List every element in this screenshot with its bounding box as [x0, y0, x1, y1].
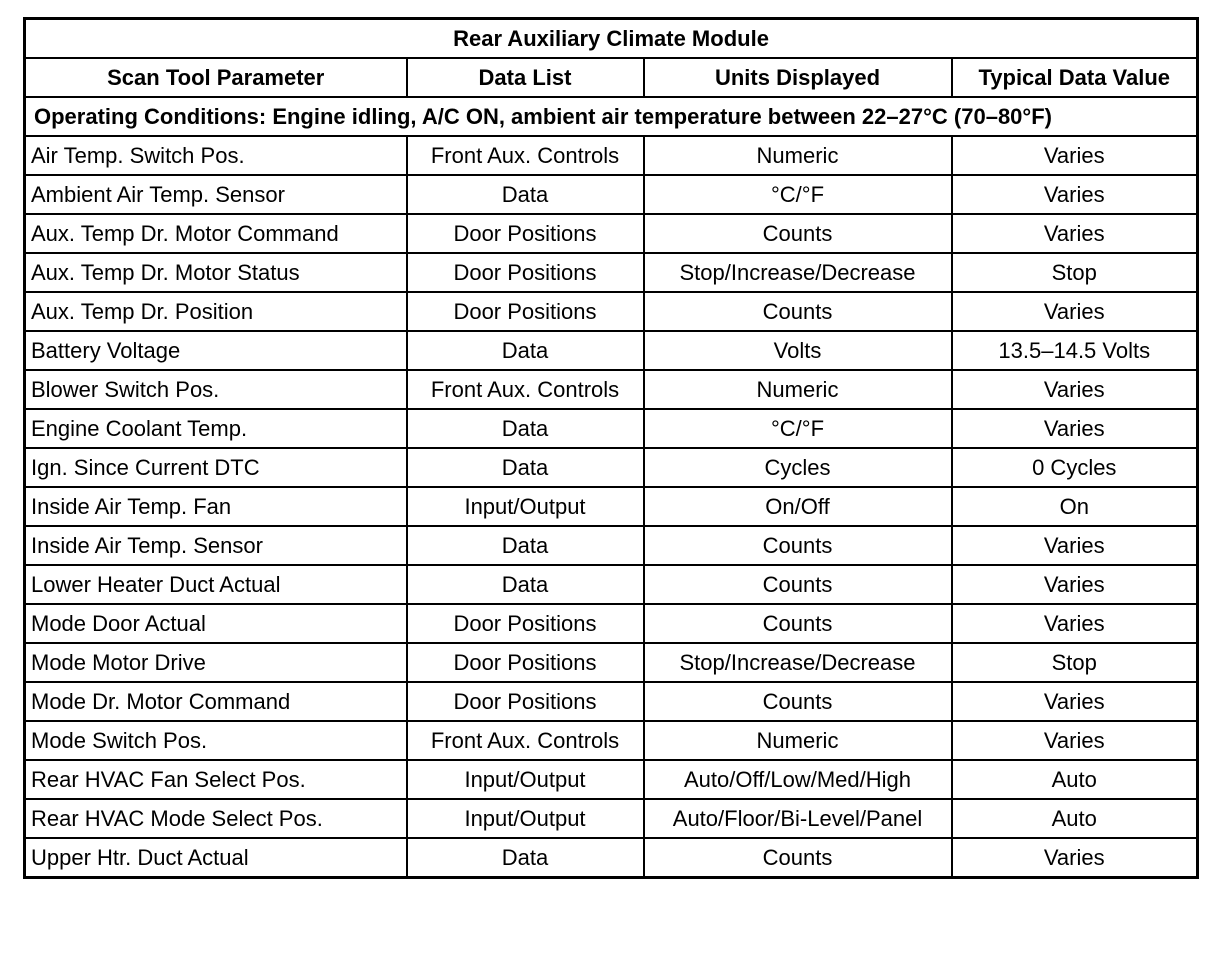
table-row — [25, 214, 1198, 253]
typical-value-cell: Varies — [952, 721, 1198, 760]
table-row — [25, 253, 1198, 292]
parameter-cell: Mode Motor Drive — [25, 643, 407, 682]
typical-value-cell: Auto — [952, 799, 1198, 838]
parameter-cell: Rear HVAC Mode Select Pos. — [25, 799, 407, 838]
typical-value-cell: 0 Cycles — [952, 448, 1198, 487]
parameter-cell: Upper Htr. Duct Actual — [25, 838, 407, 878]
parameter-cell: Engine Coolant Temp. — [25, 409, 407, 448]
data-list-cell: Data — [407, 838, 644, 878]
data-list-cell: Door Positions — [407, 214, 644, 253]
table-row — [25, 604, 1198, 643]
table-row — [25, 565, 1198, 604]
units-cell: Stop/Increase/Decrease — [644, 253, 952, 292]
typical-value-cell: Varies — [952, 838, 1198, 878]
data-list-cell: Door Positions — [407, 292, 644, 331]
table-row — [25, 292, 1198, 331]
data-list-cell: Input/Output — [407, 487, 644, 526]
typical-value-cell: Varies — [952, 175, 1198, 214]
data-list-cell: Data — [407, 526, 644, 565]
table-row — [25, 838, 1198, 878]
parameter-cell: Battery Voltage — [25, 331, 407, 370]
data-list-cell: Door Positions — [407, 682, 644, 721]
data-list-cell: Data — [407, 409, 644, 448]
typical-value-cell: Varies — [952, 682, 1198, 721]
data-list-cell: Front Aux. Controls — [407, 136, 644, 175]
table-row — [25, 526, 1198, 565]
data-list-cell: Input/Output — [407, 760, 644, 799]
units-cell: °C/°F — [644, 175, 952, 214]
header-units-displayed: Units Displayed — [644, 58, 952, 97]
data-list-cell: Door Positions — [407, 604, 644, 643]
units-cell: Volts — [644, 331, 952, 370]
data-list-cell: Data — [407, 448, 644, 487]
parameter-cell: Aux. Temp Dr. Position — [25, 292, 407, 331]
table-title-row — [25, 19, 1198, 59]
data-list-cell: Data — [407, 175, 644, 214]
typical-value-cell: Auto — [952, 760, 1198, 799]
typical-value-cell: 13.5–14.5 Volts — [952, 331, 1198, 370]
table-header-row — [25, 58, 1198, 97]
typical-value-cell: Varies — [952, 409, 1198, 448]
typical-value-cell: On — [952, 487, 1198, 526]
data-list-cell: Data — [407, 331, 644, 370]
data-list-cell: Front Aux. Controls — [407, 721, 644, 760]
units-cell: Stop/Increase/Decrease — [644, 643, 952, 682]
parameter-cell: Ign. Since Current DTC — [25, 448, 407, 487]
table-row — [25, 487, 1198, 526]
units-cell: Counts — [644, 214, 952, 253]
parameter-cell: Air Temp. Switch Pos. — [25, 136, 407, 175]
operating-conditions: Operating Conditions: Engine idling, A/C ON, ambient air temperature between 22–27°C (70–80°F) — [25, 97, 1198, 136]
typical-value-cell: Varies — [952, 292, 1198, 331]
units-cell: Counts — [644, 292, 952, 331]
parameter-cell: Mode Switch Pos. — [25, 721, 407, 760]
typical-value-cell: Stop — [952, 253, 1198, 292]
units-cell: On/Off — [644, 487, 952, 526]
units-cell: Counts — [644, 565, 952, 604]
header-scan-tool-parameter: Scan Tool Parameter — [25, 58, 407, 97]
typical-value-cell: Stop — [952, 643, 1198, 682]
parameter-cell: Lower Heater Duct Actual — [25, 565, 407, 604]
parameter-cell: Ambient Air Temp. Sensor — [25, 175, 407, 214]
parameter-cell: Mode Door Actual — [25, 604, 407, 643]
units-cell: Counts — [644, 838, 952, 878]
units-cell: Cycles — [644, 448, 952, 487]
table-row — [25, 682, 1198, 721]
parameter-cell: Aux. Temp Dr. Motor Status — [25, 253, 407, 292]
units-cell: Numeric — [644, 136, 952, 175]
operating-conditions-row — [25, 97, 1198, 136]
parameter-cell: Inside Air Temp. Sensor — [25, 526, 407, 565]
table-row — [25, 136, 1198, 175]
table-row — [25, 448, 1198, 487]
units-cell: Numeric — [644, 721, 952, 760]
scan-tool-data-table — [23, 17, 1199, 879]
parameter-cell: Aux. Temp Dr. Motor Command — [25, 214, 407, 253]
data-list-cell: Front Aux. Controls — [407, 370, 644, 409]
typical-value-cell: Varies — [952, 526, 1198, 565]
units-cell: Auto/Floor/Bi-Level/Panel — [644, 799, 952, 838]
table-row — [25, 370, 1198, 409]
header-data-list: Data List — [407, 58, 644, 97]
table-row — [25, 643, 1198, 682]
table-row — [25, 721, 1198, 760]
table-title: Rear Auxiliary Climate Module — [25, 19, 1198, 59]
parameter-cell: Inside Air Temp. Fan — [25, 487, 407, 526]
typical-value-cell: Varies — [952, 214, 1198, 253]
units-cell: Auto/Off/Low/Med/High — [644, 760, 952, 799]
table-row — [25, 799, 1198, 838]
data-list-cell: Door Positions — [407, 253, 644, 292]
data-list-cell: Input/Output — [407, 799, 644, 838]
table-row — [25, 175, 1198, 214]
parameter-cell: Mode Dr. Motor Command — [25, 682, 407, 721]
typical-value-cell: Varies — [952, 136, 1198, 175]
parameter-cell: Blower Switch Pos. — [25, 370, 407, 409]
table-row — [25, 760, 1198, 799]
table-row — [25, 331, 1198, 370]
units-cell: Numeric — [644, 370, 952, 409]
typical-value-cell: Varies — [952, 604, 1198, 643]
parameter-cell: Rear HVAC Fan Select Pos. — [25, 760, 407, 799]
table-row — [25, 409, 1198, 448]
units-cell: °C/°F — [644, 409, 952, 448]
units-cell: Counts — [644, 682, 952, 721]
units-cell: Counts — [644, 604, 952, 643]
data-list-cell: Data — [407, 565, 644, 604]
data-list-cell: Door Positions — [407, 643, 644, 682]
units-cell: Counts — [644, 526, 952, 565]
typical-value-cell: Varies — [952, 370, 1198, 409]
typical-value-cell: Varies — [952, 565, 1198, 604]
header-typical-data-value: Typical Data Value — [952, 58, 1198, 97]
